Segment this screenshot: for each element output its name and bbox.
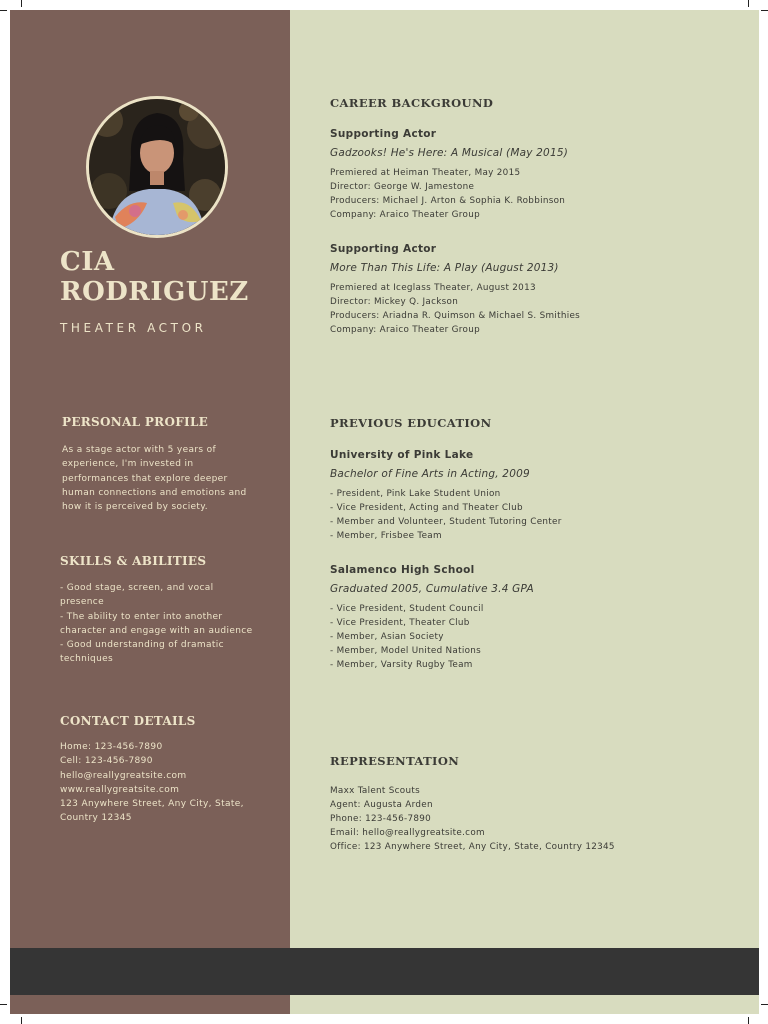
agent-email: Email: hello@reallygreatsite.com <box>330 828 485 838</box>
skills-heading: SKILLS & ABILITIES <box>60 554 207 568</box>
resume-page <box>10 10 759 1014</box>
last-name: RODRIGUEZ <box>60 277 249 307</box>
job-2-production: More Than This Life: A Play (August 2013) <box>330 262 559 274</box>
crop-mark <box>761 1004 768 1005</box>
representation-details <box>330 784 615 854</box>
representation-heading: REPRESENTATION <box>330 754 460 768</box>
agency-name: Maxx Talent Scouts <box>330 786 420 796</box>
contact-email: hello@reallygreatsite.com <box>60 770 187 781</box>
crop-mark <box>0 10 7 11</box>
contact-home-phone: Home: 123-456-7890 <box>60 742 163 752</box>
school-1-activities: - President, Pink Lake Student Union - Vice President, Acting and Theater Club - Member and Volunteer, Student Tutoring Center - Member, Frisbee Team <box>330 489 562 541</box>
job-1-details: Premiered at Heiman Theater, May 2015 Director: George W. Jamestone Producers: Michael J. Arton & Sophia K. Robbinson Company: Araico Theater Group <box>330 168 566 220</box>
job-2-details: Premiered at Iceglass Theater, August 2013 Director: Mickey Q. Jackson Producers: Ariadna R. Quimson & Michael S. Smithies Company: Araico Theater Group <box>330 283 581 335</box>
job-2-title: Supporting Actor <box>330 243 437 255</box>
footer-bar <box>10 948 759 995</box>
personal-profile-text: As a stage actor with 5 years of experience, I'm invested in performances that explore deeper human connections and emotions and how it is perceived by society. <box>62 445 247 513</box>
school-1-name: University of Pink Lake <box>330 449 474 461</box>
crop-mark <box>761 10 768 11</box>
agent-office: Office: 123 Anywhere Street, Any City, State, Country 12345 <box>330 842 615 852</box>
school-2-name: Salamenco High School <box>330 564 475 576</box>
career-heading: CAREER BACKGROUND <box>330 96 494 110</box>
crop-mark <box>21 1017 22 1024</box>
contact-address: 123 Anywhere Street, Any City, State, <box>60 799 244 810</box>
skills-text: - Good stage, screen, and vocal presence - The ability to enter into another character and engage with an audience - Good understanding of dramatic techniques <box>60 583 253 665</box>
education-heading: PREVIOUS EDUCATION <box>330 416 492 430</box>
contact-website: www.reallygreatsite.com <box>60 784 180 795</box>
agent-phone: Phone: 123-456-7890 <box>330 814 432 824</box>
contact-details <box>60 740 260 826</box>
school-1-degree: Bachelor of Fine Arts in Acting, 2009 <box>330 468 530 480</box>
school-2-activities: - Vice President, Student Council - Vice President, Theater Club - Member, Asian Society - Member, Model United Nations - Member, Varsity Rugby Team <box>330 604 484 670</box>
contact-address-country: Country 12345 <box>60 813 132 824</box>
job-1-title: Supporting Actor <box>330 128 437 140</box>
portrait-photo-icon <box>89 99 225 235</box>
crop-mark <box>21 0 22 7</box>
job-role: THEATER ACTOR <box>60 321 207 335</box>
contact-cell-phone: Cell: 123-456-7890 <box>60 756 153 767</box>
personal-profile-heading: PERSONAL PROFILE <box>62 415 209 429</box>
crop-mark <box>748 0 749 7</box>
sidebar <box>10 10 290 1014</box>
profile-photo <box>86 96 228 238</box>
first-name: CIA <box>60 247 115 277</box>
crop-mark <box>748 1017 749 1024</box>
contact-heading: CONTACT DETAILS <box>60 714 196 728</box>
candidate-name <box>60 247 280 307</box>
agent-name: Agent: Augusta Arden <box>330 800 433 810</box>
school-2-degree: Graduated 2005, Cumulative 3.4 GPA <box>330 583 534 595</box>
crop-mark <box>0 1004 7 1005</box>
job-1-production: Gadzooks! He's Here: A Musical (May 2015) <box>330 147 568 159</box>
